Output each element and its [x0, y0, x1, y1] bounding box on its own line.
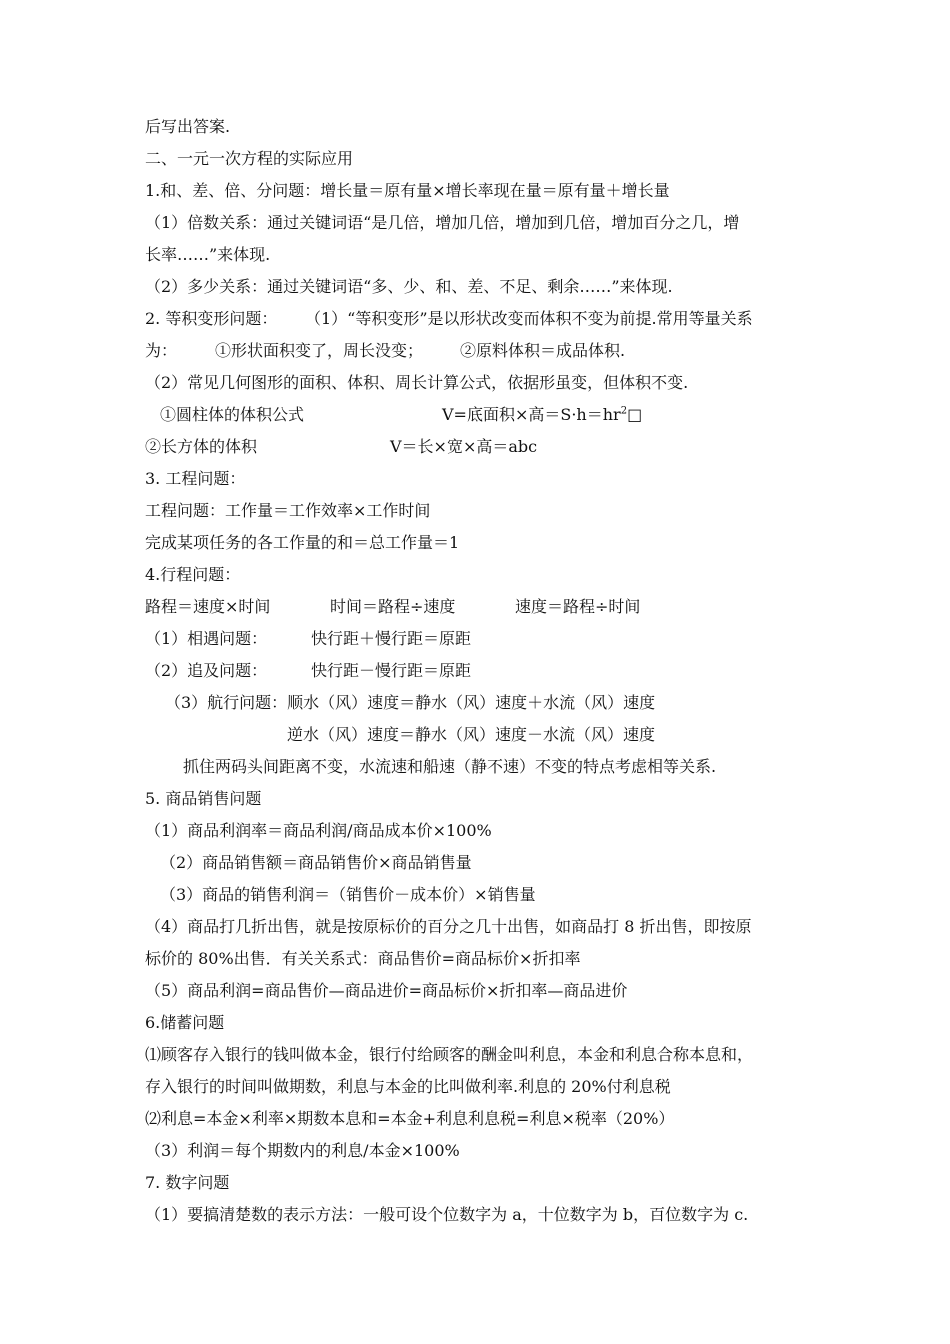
text-line: 工程问题：工作量＝工作效率×工作时间	[145, 501, 431, 520]
formula-line	[160, 404, 680, 426]
text-line: ⑴顾客存入银行的钱叫做本金，银行付给顾客的酬金叫利息，本金和利息合称本息和，	[145, 1045, 754, 1064]
formula	[442, 404, 642, 426]
subsection-heading: 3. 工程问题：	[145, 469, 246, 488]
text-segment: 2. 等积变形问题：	[145, 309, 278, 328]
text-line	[145, 660, 545, 682]
text-line: （3）航行问题：顺水（风）速度＝静水（风）速度＋水流（风）速度	[165, 693, 656, 712]
exponent: 2	[620, 405, 628, 417]
text-line: （4）商品打几折出售，就是按原标价的百分之几十出售，如商品打 8 折出售，即按原	[145, 917, 752, 936]
subsection-heading: 1.和、差、倍、分问题：增长量＝原有量×增长率现在量＝原有量＋增长量	[145, 181, 670, 200]
formula-line	[145, 436, 665, 458]
text-segment: 速度＝路程÷时间	[515, 597, 641, 616]
text-line	[145, 628, 545, 650]
formula-text: V=底面积×高＝S·h＝hr	[442, 405, 621, 424]
placeholder-glyph: □	[627, 405, 643, 424]
formula-line	[145, 596, 705, 618]
subsection-heading	[145, 308, 825, 330]
text-line: 抓住两码头间距离不变，水流速和船速（静不速）不变的特点考虑相等关系.	[183, 757, 717, 776]
text-line	[145, 340, 825, 362]
text-line: 完成某项任务的各工作量的和＝总工作量＝1	[145, 533, 460, 552]
text-line: （1）商品利润率＝商品利润/商品成本价×100%	[145, 821, 492, 840]
text-segment: （2）追及问题：	[145, 661, 268, 680]
text-line: 逆水（风）速度＝静水（风）速度－水流（风）速度	[287, 725, 656, 744]
text-line: 长率……”来体现.	[145, 245, 271, 264]
text-line: （2）常见几何图形的面积、体积、周长计算公式，依据形虽变，但体积不变.	[145, 373, 689, 392]
text-segment: ①形状面积变了，周长没变；	[215, 341, 424, 360]
text-segment: 路程＝速度×时间	[145, 597, 271, 616]
text-segment: ②长方体的体积	[145, 437, 258, 456]
subsection-heading: 7. 数字问题	[145, 1173, 230, 1192]
text-segment: 为：	[145, 341, 178, 360]
text-line: （2）商品销售额＝商品销售价×商品销售量	[160, 853, 472, 872]
text-segment: 快行距－慢行距＝原距	[311, 661, 472, 680]
text-line: （1）要搞清楚数的表示方法：一般可设个位数字为 a，十位数字为 b，百位数字为 c.	[145, 1205, 749, 1224]
section-heading: 二、一元一次方程的实际应用	[145, 149, 354, 168]
text-line: 后写出答案.	[145, 117, 231, 136]
text-line: （3）利润＝每个期数内的利息/本金×100%	[145, 1141, 460, 1160]
text-line: （5）商品利润=商品售价—商品进价=商品标价×折扣率—商品进价	[145, 981, 628, 1000]
text-line: 标价的 80%出售．有关关系式：商品售价=商品标价×折扣率	[145, 949, 581, 968]
text-segment: （1）相遇问题：	[145, 629, 268, 648]
text-line: （3）商品的销售利润＝（销售价－成本价）×销售量	[160, 885, 536, 904]
text-segment: ②原料体积＝成品体积.	[460, 341, 626, 360]
formula: V＝长×宽×高＝abc	[390, 437, 538, 456]
subsection-heading: 4.行程问题：	[145, 565, 241, 584]
subsection-heading: 6.储蓄问题	[145, 1013, 225, 1032]
text-segment: 时间＝路程÷速度	[330, 597, 456, 616]
text-line: 存入银行的时间叫做期数，利息与本金的比叫做利率.利息的 20%付利息税	[145, 1077, 671, 1096]
text-line: ⑵利息=本金×利率×期数本息和=本金+利息利息税=利息×税率（20%）	[145, 1109, 675, 1128]
text-segment: （1）“等积变形”是以形状改变而体积不变为前提.常用等量关系	[305, 309, 753, 328]
text-line: （1）倍数关系：通过关键词语“是几倍，增加几倍，增加到几倍，增加百分之几，增	[145, 213, 740, 232]
text-segment: 快行距＋慢行距＝原距	[311, 629, 472, 648]
text-segment: ①圆柱体的体积公式	[160, 405, 305, 424]
subsection-heading: 5. 商品销售问题	[145, 789, 262, 808]
text-line: （2）多少关系：通过关键词语“多、少、和、差、不足、剩余……”来体现.	[145, 277, 673, 296]
